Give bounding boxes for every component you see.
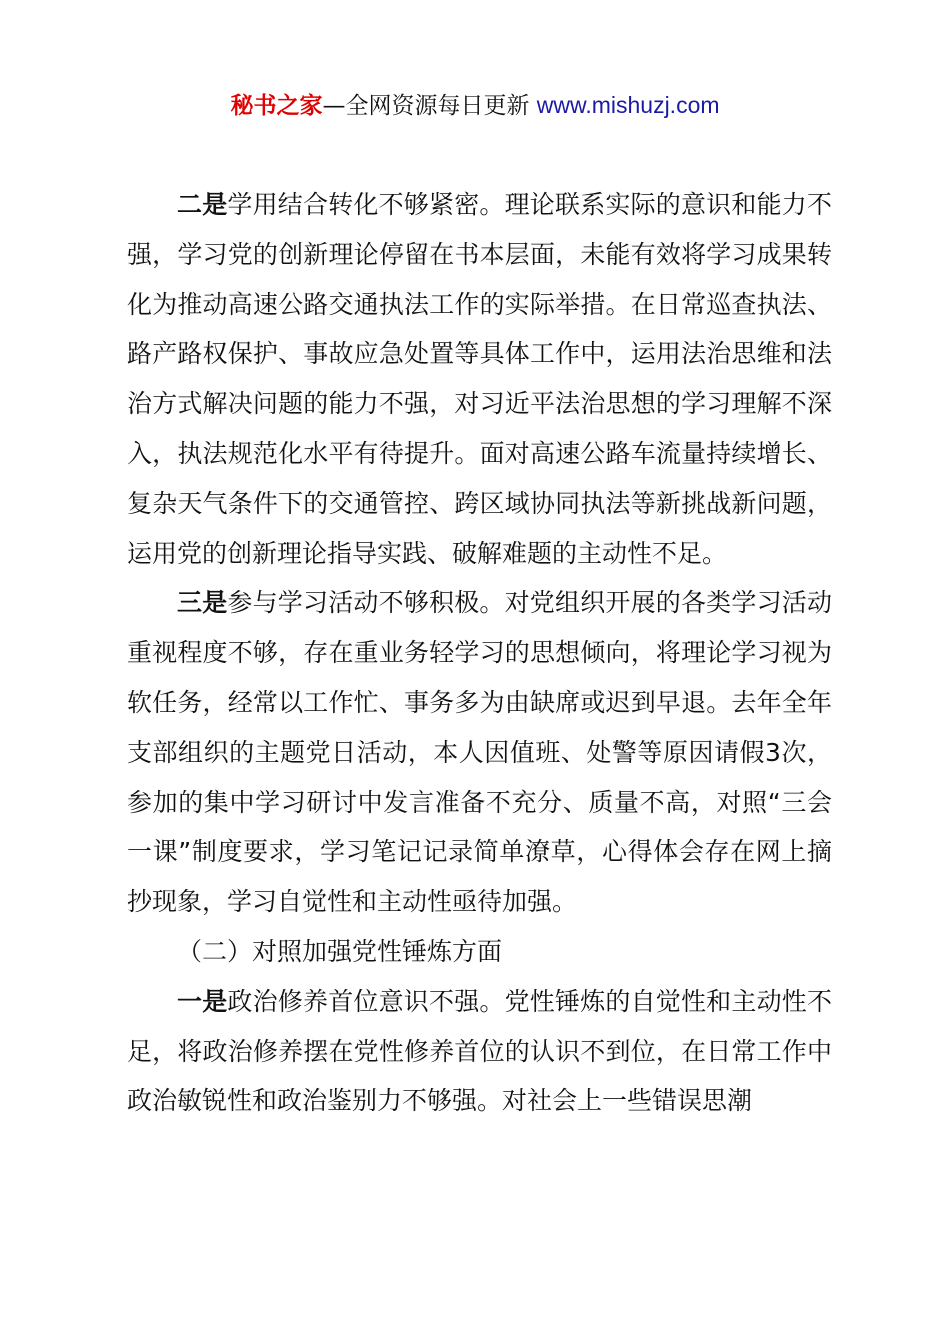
header-tagline: —全网资源每日更新 xyxy=(322,93,537,119)
paragraph-text: 政治修养首位意识不强。党性锤炼的自觉性和主动性不足，将政治修养摆在党性修养首位的认识不到位，在日常工作中政治敏锐性和政治鉴别力不够强。对社会上一些错误思潮 xyxy=(127,986,832,1116)
brand-name: 秘书之家 xyxy=(230,93,323,119)
section-heading-text: （二）对照加强党性锤炼方面 xyxy=(177,936,503,966)
paragraph-text: 参与学习活动不够积极。对党组织开展的各类学习活动重视程度不够，存在重业务轻学习的思想倾向，将理论学习视为软任务，经常以工作忙、事务多为由缺席或迟到早退。去年全年支部组织的主题党日活动，本人因值班、处警等原因请假3次，参加的集中学习研讨中发言准备不充分、质量不高，对照“三会一课”制度要求，学习笔记记录简单潦草，心得体会存在网上摘抄现象，学习自觉性和主动性亟待加强。 xyxy=(127,588,832,917)
paragraph-lead: 三是 xyxy=(177,588,228,618)
website-link[interactable]: www.mishuzj.com xyxy=(536,92,720,118)
section-heading xyxy=(127,927,832,977)
document-body xyxy=(127,180,832,1126)
paragraph-text: 学用结合转化不够紧密。理论联系实际的意识和能力不强，学习党的创新理论停留在书本层面，未能有效将学习成果转化为推动高速公路交通执法工作的实际举措。在日常巡查执法、路产路权保护、事故应急处置等具体工作中，运用法治思维和法治方式解决问题的能力不强，对习近平法治思想的学习理解不深入，执法规范化水平有待提升。面对高速公路车流量持续增长、复杂天气条件下的交通管控、跨区域协同执法等新挑战新问题，运用党的创新理论指导实践、破解难题的主动性不足。 xyxy=(127,190,832,568)
paragraph-point-two xyxy=(127,180,832,578)
paragraph-point-three xyxy=(127,578,832,927)
paragraph-lead: 二是 xyxy=(177,190,228,219)
paragraph-point-one xyxy=(127,977,832,1126)
paragraph-lead: 一是 xyxy=(177,986,228,1016)
page-header xyxy=(0,88,950,123)
